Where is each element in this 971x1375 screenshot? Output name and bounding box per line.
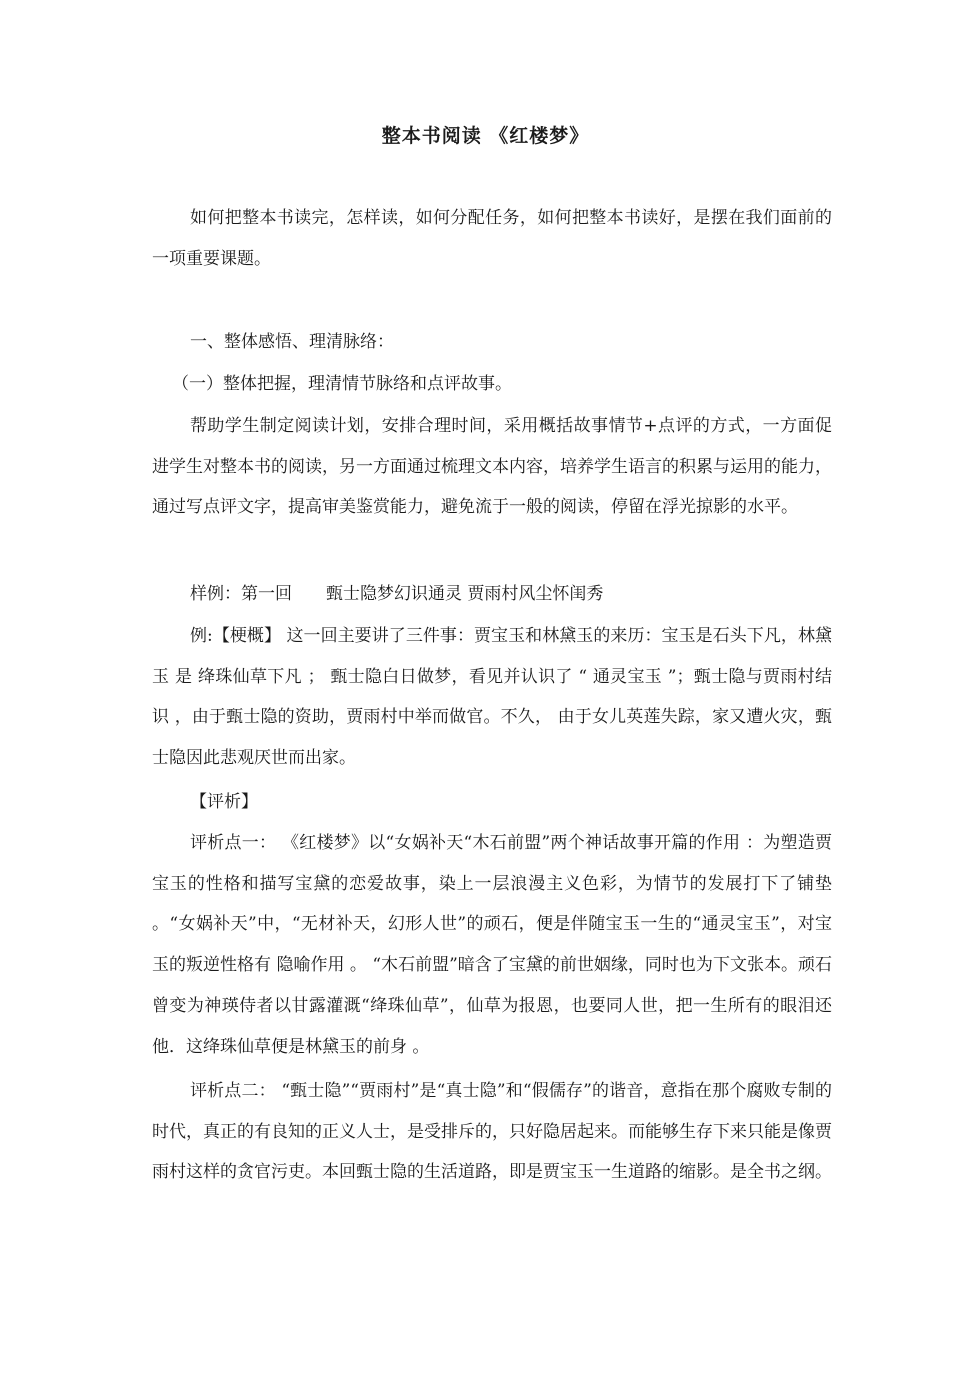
- summary-paragraph: 例:【梗概】 这一回主要讲了三件事：贾宝玉和林黛玉的来历：宝玉是石头下凡，林黛玉 是 绛珠仙草下凡 ； 甄士隐白日做梦，看见并认识了 “ 通灵宝玉 ”；甄士隐与贾雨村结识 ，由于甄士隐的资助，贾雨村中举而做官。不久， 由于女儿英莲失踪，家又遭火灾，甄士隐因此悲观厌世而出家。: [152, 626, 832, 769]
- document-title: 整本书阅读 《红楼梦》: [381, 125, 590, 147]
- subsection1-heading: （一）整体把握，理清情节脉络和点评故事。: [172, 374, 512, 394]
- analysis-point-two: 评析点二： “甄士隐”“贾雨村”是“真士隐”和“假儒存”的谐音，意指在那个腐败专制的时代，真正的有良知的正义人士，是受排斥的，只好隐居起来。而能够生存下来只能是像贾雨村这样的贪官污吏。本回甄士隐的生活道路，即是贾宝玉一生道路的缩影。是全书之纲。: [152, 1081, 832, 1183]
- intro-paragraph: 如何把整本书读完，怎样读，如何分配任务，如何把整本书读好，是摆在我们面前的一项重要课题。: [152, 208, 832, 269]
- analysis-point-one: 评析点一： 《红楼梦》以“女娲补天“木石前盟”两个神话故事开篇的作用 ：为塑造贾宝玉的性格和描写宝黛的恋爱故事，染上一层浪漫主义色彩，为情节的发展打下了铺垫 。“女娲补天”中，“无材补天，幻形人世”的顽石，便是伴随宝玉一生的“通灵宝玉”，对宝玉的叛逆性格有 隐喻作用 。 “木石前盟”暗含了宝黛的前世姻缘，同时也为下文张本。顽石曾变为神瑛侍者以甘露灌溉“绛珠仙草”，仙草为报恩，也要同人世，把一生所有的眼泪还他．这绛珠仙草便是林黛玉的前身 。: [152, 833, 832, 1057]
- analysis-heading: 【评析】: [190, 792, 258, 812]
- example-line: 样例：第一回 甄士隐梦幻识通灵 贾雨村风尘怀闺秀: [190, 584, 604, 604]
- subsection1-body: 帮助学生制定阅读计划，安排合理时间，采用概括故事情节+点评的方式，一方面促进学生对整本书的阅读，另一方面通过梳理文本内容，培养学生语言的积累与运用的能力，通过写点评文字，提高审美鉴赏能力，避免流于一般的阅读，停留在浮光掠影的水平。: [152, 416, 832, 518]
- section1-heading: 一、整体感悟、理清脉络：: [190, 332, 394, 352]
